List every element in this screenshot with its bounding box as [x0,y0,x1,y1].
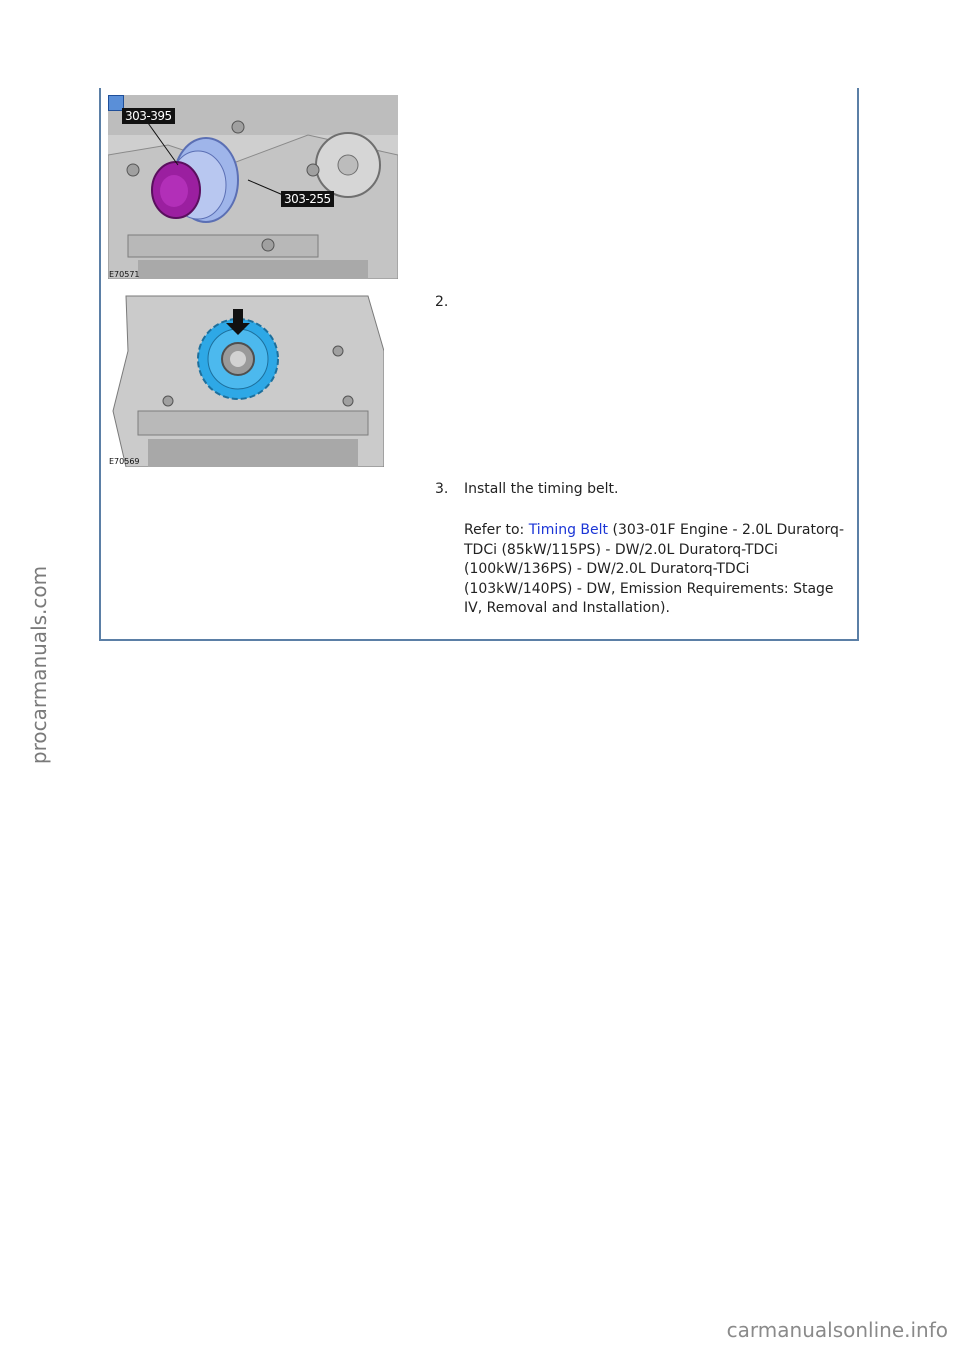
step-text: Install the timing belt. [464,481,619,497]
step-number: 2. [435,294,449,310]
tool-label-303-255: 303-255 [281,191,334,207]
step-number: 3. [435,481,449,497]
tool-label-303-395: 303-395 [122,108,175,124]
refer-to-paragraph [464,521,844,619]
refer-prefix: Refer to: [464,522,529,538]
engine-illustration-2 [108,291,384,467]
bottom-watermark: carmanualsonline.info [726,1318,948,1342]
figure-tool-install [108,95,398,279]
figure-id: E70571 [109,270,140,279]
figure-sprocket [108,291,384,467]
timing-belt-link[interactable]: Timing Belt [528,522,609,538]
figure-id: E70569 [109,457,140,466]
side-watermark: procarmanuals.com [27,565,51,765]
refer-details: (303-01F Engine - 2.0L Duratorq-TDCi (85kW/115PS) - DW/2.0L Duratorq-TDCi (100kW/136PS) - DW/2.0L Duratorq-TDCi (103kW/140PS) - DW, Emission Requirements: Stage IV, Removal and Installation). [464,522,844,616]
